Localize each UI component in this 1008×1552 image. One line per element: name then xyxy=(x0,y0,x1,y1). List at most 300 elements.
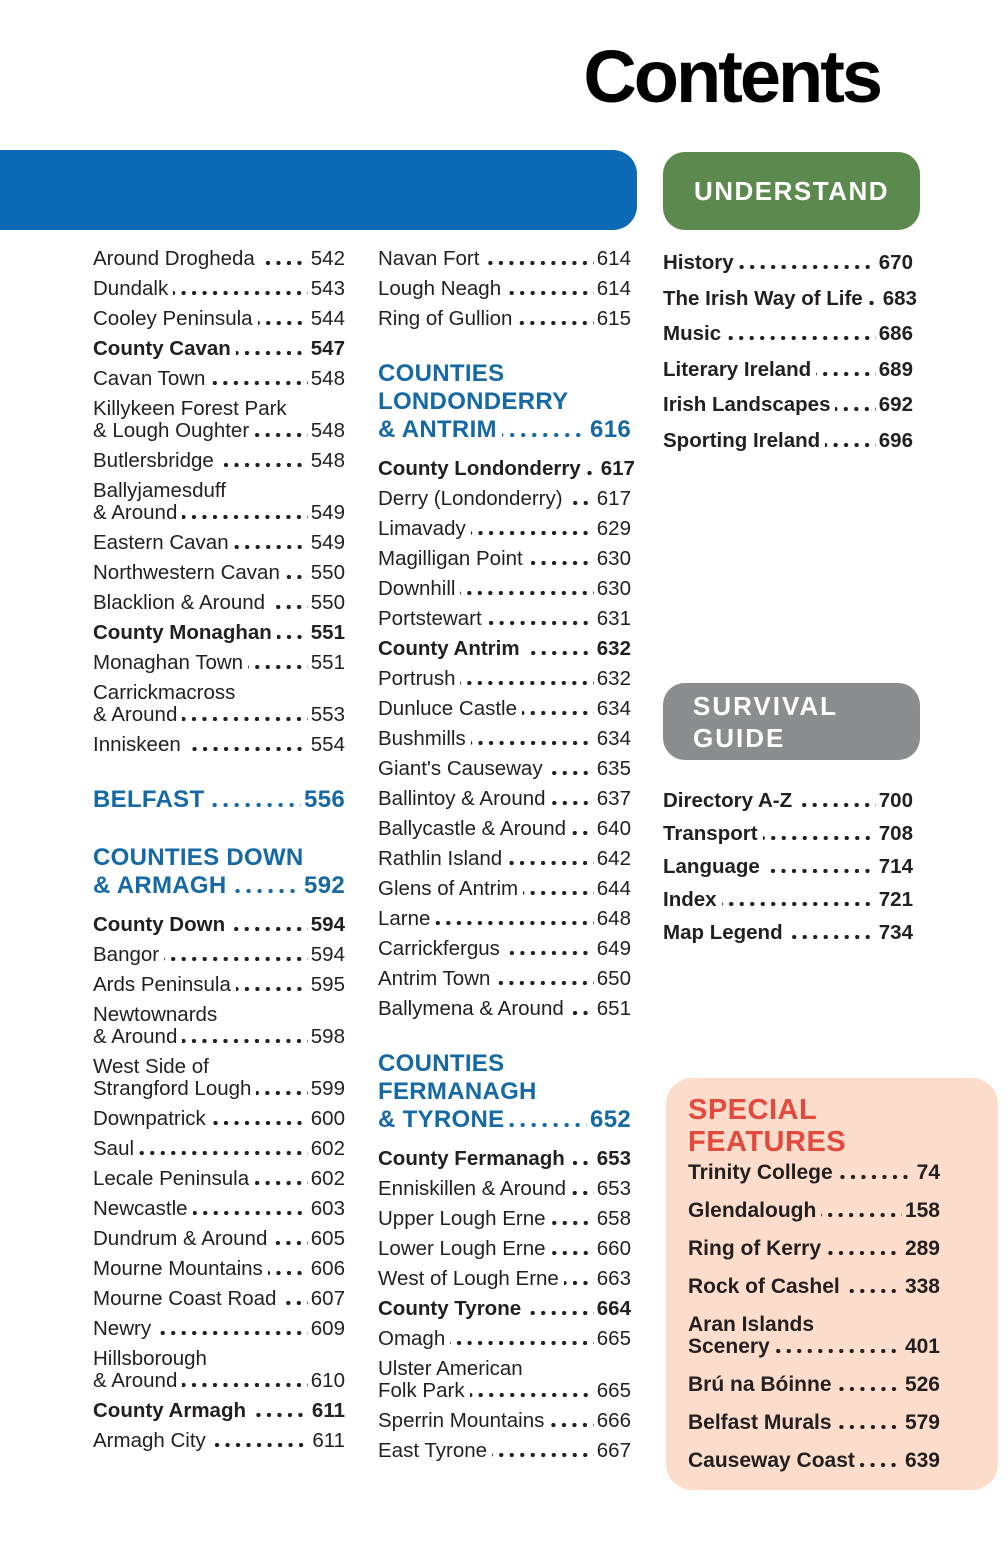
toc-entry-label: Antrim Town xyxy=(378,967,491,990)
toc-entry-label: Newtownards xyxy=(93,1003,218,1026)
dot-leader xyxy=(763,836,876,840)
toc-page-number: 642 xyxy=(596,847,631,870)
dot-leader xyxy=(868,301,880,305)
toc-entry-label: & Around xyxy=(93,501,178,524)
toc-entry-label: Ballyjamesduff xyxy=(93,479,226,502)
toc-entry-row xyxy=(93,248,345,270)
toc-entry xyxy=(688,1412,940,1434)
toc-entry-label: West of Lough Erne xyxy=(378,1267,559,1290)
toc-entry-row xyxy=(378,998,631,1020)
toc-entry-row xyxy=(663,856,913,878)
toc-entry-label: Newcastle xyxy=(93,1197,188,1220)
toc-entry xyxy=(93,1400,345,1422)
toc-entry-row xyxy=(663,286,917,310)
toc-entry xyxy=(378,938,631,960)
toc-entry-row xyxy=(663,889,913,911)
dot-leader xyxy=(564,1281,594,1285)
toc-entry-row xyxy=(93,1026,345,1048)
toc-entry-row xyxy=(663,430,913,452)
toc-entry xyxy=(378,758,631,780)
toc-entry-row xyxy=(688,1336,940,1358)
survival-guide-label-line2: GUIDE xyxy=(693,723,786,753)
dot-leader xyxy=(838,1175,914,1179)
dot-leader xyxy=(156,1331,308,1335)
toc-entry-label: & ANTRIM xyxy=(378,416,497,443)
dot-leader xyxy=(835,407,875,411)
toc-entry xyxy=(663,286,917,310)
toc-page-number: 634 xyxy=(596,697,631,720)
dot-leader xyxy=(571,1191,594,1195)
toc-entry-row xyxy=(93,592,345,614)
toc-entry xyxy=(93,1198,345,1220)
survival-guide-label-line1: SURVIVAL xyxy=(693,691,839,721)
toc-entry-row xyxy=(93,420,345,442)
toc-entry xyxy=(93,1228,345,1250)
dot-leader xyxy=(526,1311,594,1315)
toc-entry xyxy=(378,818,631,840)
toc-entry-row xyxy=(93,1168,345,1190)
toc-entry xyxy=(378,488,631,510)
toc-entry-row xyxy=(378,1106,631,1134)
toc-entry-label: Folk Park xyxy=(378,1379,465,1402)
toc-entry xyxy=(378,548,631,570)
toc-entry-label: Ring of Kerry xyxy=(688,1237,822,1260)
dot-leader xyxy=(182,717,307,721)
toc-entry-row xyxy=(663,394,913,416)
toc-entry xyxy=(378,608,631,630)
dot-leader xyxy=(837,1387,902,1391)
toc-entry-label: Bushmills xyxy=(378,727,466,750)
dot-leader xyxy=(256,1091,307,1095)
toc-page-number: 592 xyxy=(304,872,345,899)
dot-leader xyxy=(548,771,594,775)
toc-page-number: 603 xyxy=(310,1197,345,1220)
survival-entries-list xyxy=(663,790,913,955)
dot-leader xyxy=(551,1221,594,1225)
toc-entry-row xyxy=(378,848,631,870)
toc-entry-row xyxy=(378,1208,631,1230)
toc-entry xyxy=(93,1138,345,1160)
toc-entry-row xyxy=(378,416,631,444)
dot-leader xyxy=(487,621,594,625)
toc-entry-label: Hillsborough xyxy=(93,1347,207,1370)
toc-entry-label: Butlersbridge xyxy=(93,449,214,472)
toc-page-number: 556 xyxy=(304,786,345,813)
dot-leader xyxy=(182,1383,307,1387)
toc-entry-row xyxy=(93,652,345,674)
toc-entry-label: Aran Islands xyxy=(688,1313,815,1336)
toc-entry-label: Downhill xyxy=(378,577,456,600)
toc-entry-row xyxy=(378,1178,631,1200)
toc-entry-label: Monaghan Town xyxy=(93,651,244,674)
dot-leader xyxy=(502,433,587,437)
toc-entry-label: Omagh xyxy=(378,1327,446,1350)
toc-entry-label: & Lough Oughter xyxy=(93,419,250,442)
toc-page-number: 670 xyxy=(878,251,913,274)
dot-leader xyxy=(586,471,598,475)
survival-guide-section-pill xyxy=(663,683,920,760)
toc-entry-label: Magilligan Point xyxy=(378,547,523,570)
dot-leader xyxy=(821,1213,902,1217)
toc-entry xyxy=(688,1162,940,1184)
toc-page-number: 594 xyxy=(310,913,345,936)
toc-entry-label: Portstewart xyxy=(378,607,482,630)
toc-entry-row xyxy=(93,622,345,644)
toc-page-number: 708 xyxy=(878,822,913,845)
toc-entry-label: Newry xyxy=(93,1317,152,1340)
toc-entry-label: Limavady xyxy=(378,517,466,540)
dot-leader xyxy=(525,651,594,655)
toc-entry-label: Brú na Bóinne xyxy=(688,1373,832,1396)
toc-entry xyxy=(93,592,345,614)
dot-leader xyxy=(549,1423,593,1427)
toc-entry xyxy=(378,848,631,870)
toc-entry-label: COUNTIES DOWN xyxy=(93,844,304,871)
dot-leader xyxy=(234,545,308,549)
dot-leader xyxy=(254,433,308,437)
toc-entry xyxy=(93,1430,345,1452)
dot-leader xyxy=(435,921,593,925)
toc-entry xyxy=(93,1004,345,1048)
dot-leader xyxy=(209,803,301,807)
toc-entry-label: Ards Peninsula xyxy=(93,973,231,996)
toc-entry xyxy=(663,394,913,416)
toc-entry-label: & Around xyxy=(93,1369,178,1392)
toc-entry-label: Irish Landscapes xyxy=(663,393,831,416)
toc-entry-label: Ballintoy & Around xyxy=(378,787,546,810)
dot-leader xyxy=(739,265,876,269)
dot-leader xyxy=(551,801,594,805)
toc-entry-row xyxy=(378,548,631,570)
toc-entry-label: Upper Lough Erne xyxy=(378,1207,546,1230)
dot-leader xyxy=(211,1121,308,1125)
toc-page-number: 549 xyxy=(310,501,345,524)
toc-entry-row xyxy=(93,914,345,936)
toc-heading xyxy=(378,360,631,444)
toc-entry xyxy=(378,1268,631,1290)
toc-entry xyxy=(93,278,345,300)
dot-leader xyxy=(495,981,593,985)
toc-entry-label: County Fermanagh xyxy=(378,1147,565,1170)
toc-entry-row xyxy=(378,1238,631,1260)
dot-leader xyxy=(182,1039,307,1043)
dot-leader xyxy=(173,291,308,295)
dot-leader xyxy=(232,889,302,893)
toc-entry xyxy=(688,1450,940,1472)
toc-page-number: 734 xyxy=(878,921,913,944)
toc-entry-row xyxy=(93,1258,345,1280)
toc-entry xyxy=(378,278,631,300)
dot-leader xyxy=(471,531,594,535)
toc-entry-label: Strangford Lough xyxy=(93,1077,252,1100)
dot-leader xyxy=(230,927,308,931)
toc-entry-label: Causeway Coast xyxy=(688,1449,855,1472)
toc-page-number: 599 xyxy=(310,1077,345,1100)
toc-entry-row xyxy=(378,578,631,600)
toc-entry xyxy=(378,668,631,690)
toc-page-number: 605 xyxy=(310,1227,345,1250)
toc-entry xyxy=(688,1276,940,1298)
toc-entry-row xyxy=(378,758,631,780)
toc-page-number: 548 xyxy=(310,367,345,390)
toc-entry-label: County Down xyxy=(93,913,226,936)
toc-page-number: 610 xyxy=(310,1369,345,1392)
toc-entry-row xyxy=(93,562,345,584)
toc-entry-label: Ballymena & Around xyxy=(378,997,564,1020)
toc-entry-label: West Side of xyxy=(93,1055,209,1078)
dot-leader xyxy=(509,1123,587,1127)
toc-entry-row xyxy=(93,1370,345,1392)
toc-page-number: 689 xyxy=(878,357,913,381)
toc-entry-row xyxy=(688,1200,940,1222)
toc-entry-label: Bangor xyxy=(93,943,160,966)
toc-entry-label: Derry (Londonderry) xyxy=(378,487,563,510)
toc-entry-row xyxy=(378,457,635,480)
toc-entry-label: COUNTIES xyxy=(378,360,505,387)
toc-entry xyxy=(378,578,631,600)
toc-entry-row xyxy=(688,1450,940,1472)
toc-page-number: 594 xyxy=(310,943,345,966)
toc-entry-label: County Monaghan xyxy=(93,621,272,644)
dot-leader xyxy=(484,261,593,265)
toc-entry-row xyxy=(93,1400,345,1422)
toc-entry-label: County Tyrone xyxy=(378,1297,522,1320)
toc-entry xyxy=(93,944,345,966)
toc-entry-row xyxy=(378,788,631,810)
toc-page-number: 609 xyxy=(310,1317,345,1340)
toc-entry-label: Giant's Causeway xyxy=(378,757,543,780)
toc-entry-row xyxy=(378,818,631,840)
toc-entry-label: Sporting Ireland xyxy=(663,428,821,452)
toc-entry-row xyxy=(688,1238,940,1260)
toc-page-number: 607 xyxy=(310,1287,345,1310)
toc-entry-label: Rock of Cashel xyxy=(688,1275,840,1298)
dot-leader xyxy=(571,831,594,835)
toc-entry xyxy=(378,698,631,720)
toc-entry xyxy=(93,450,345,472)
toc-entry-row xyxy=(378,1268,631,1290)
dot-leader xyxy=(219,463,308,467)
toc-entry-label: Eastern Cavan xyxy=(93,531,229,554)
toc-column-2 xyxy=(378,247,635,1470)
dot-leader xyxy=(507,861,594,865)
toc-page-number: 683 xyxy=(882,286,917,310)
toc-entry-label: Larne xyxy=(378,907,431,930)
toc-entry-label: Dundrum & Around xyxy=(93,1227,268,1250)
toc-page-number: 606 xyxy=(310,1257,345,1280)
toc-entry xyxy=(378,998,631,1020)
toc-entry-row xyxy=(93,368,345,390)
toc-entry xyxy=(688,1238,940,1260)
toc-entry xyxy=(93,562,345,584)
toc-entry xyxy=(93,1258,345,1280)
toc-page-number: 611 xyxy=(311,1399,345,1422)
toc-entry-label: Scenery xyxy=(688,1335,770,1358)
toc-heading xyxy=(378,1050,631,1134)
dot-leader xyxy=(568,501,594,505)
toc-entry-label: BELFAST xyxy=(93,786,205,813)
toc-entry-row xyxy=(688,1162,940,1184)
toc-entry-row xyxy=(688,1412,940,1434)
toc-page-number: 653 xyxy=(596,1177,631,1200)
toc-entry-row xyxy=(93,734,345,756)
toc-page-number: 617 xyxy=(596,487,631,510)
toc-page-number: 648 xyxy=(596,907,631,930)
toc-entry xyxy=(93,248,345,270)
toc-entry-row xyxy=(378,1298,631,1320)
toc-entry-label: Trinity College xyxy=(688,1161,833,1184)
toc-entry-label: Mourne Mountains xyxy=(93,1257,263,1280)
toc-page-number: 631 xyxy=(596,607,631,630)
toc-page-number: 602 xyxy=(310,1167,345,1190)
toc-page-number: 551 xyxy=(310,651,345,674)
dot-leader xyxy=(281,1301,307,1305)
dot-leader xyxy=(825,443,876,447)
toc-entry xyxy=(93,734,345,756)
toc-entry-label: Map Legend xyxy=(663,921,783,944)
toc-entry xyxy=(93,1318,345,1340)
dot-leader xyxy=(270,605,308,609)
toc-entry-label: Lower Lough Erne xyxy=(378,1237,546,1260)
toc-entry xyxy=(378,1410,631,1432)
toc-entry-label: Glens of Antrim xyxy=(378,877,519,900)
toc-entry xyxy=(378,1148,631,1170)
dot-leader xyxy=(517,321,593,325)
toc-entry xyxy=(663,790,913,812)
toc-entry xyxy=(93,338,345,360)
toc-entry-row xyxy=(378,1328,631,1350)
toc-entry-row xyxy=(378,938,631,960)
toc-entry-label: LONDONDERRY xyxy=(378,388,569,415)
toc-entry-row xyxy=(378,968,631,990)
toc-entry xyxy=(378,908,631,930)
toc-entry-label: Carrickmacross xyxy=(93,681,236,704)
toc-entry-label: Index xyxy=(663,888,717,911)
toc-entry-label: Directory A-Z xyxy=(663,789,793,812)
toc-entry xyxy=(93,914,345,936)
toc-entry xyxy=(378,1178,631,1200)
toc-entry-label: FERMANAGH xyxy=(378,1078,537,1105)
toc-entry xyxy=(378,878,631,900)
toc-page-number: 700 xyxy=(878,789,913,812)
toc-entry xyxy=(93,622,345,644)
toc-page-number: 579 xyxy=(904,1411,940,1434)
dot-leader xyxy=(193,1211,308,1215)
understand-section-label: UNDERSTAND xyxy=(693,175,890,206)
toc-entry xyxy=(378,1208,631,1230)
toc-entry xyxy=(688,1374,940,1396)
toc-entry-row xyxy=(93,278,345,300)
toc-entry xyxy=(93,1108,345,1130)
toc-entry-row xyxy=(378,278,631,300)
toc-entry xyxy=(378,1238,631,1260)
blue-section-bar xyxy=(0,150,637,230)
toc-entry-label: Transport xyxy=(663,822,758,845)
toc-entry-row xyxy=(93,532,345,554)
toc-page-number: 611 xyxy=(312,1429,345,1452)
toc-entry-row xyxy=(378,878,631,900)
toc-entry-label: County Armagh xyxy=(93,1399,246,1422)
toc-entry xyxy=(378,518,631,540)
toc-page-number: 714 xyxy=(878,855,913,878)
dot-leader xyxy=(506,291,594,295)
toc-entry-label: COUNTIES xyxy=(378,1050,505,1077)
toc-entry-row xyxy=(663,252,913,274)
special-entries-list xyxy=(688,1162,940,1472)
toc-entry-row xyxy=(93,1198,345,1220)
toc-entry xyxy=(378,457,635,480)
toc-entry-row xyxy=(378,518,631,540)
toc-entry-label: Inniskeen xyxy=(93,733,181,756)
toc-entry-label: Blacklion & Around xyxy=(93,591,266,614)
dot-leader xyxy=(211,1443,310,1447)
toc-entry xyxy=(663,430,913,452)
toc-entry xyxy=(688,1200,940,1222)
dot-leader xyxy=(285,575,308,579)
understand-section-pill xyxy=(663,152,920,230)
toc-page-number: 550 xyxy=(310,591,345,614)
dot-leader xyxy=(860,1463,902,1467)
toc-entry-row xyxy=(93,704,345,726)
toc-entry-row xyxy=(378,1440,631,1462)
toc-page-number: 598 xyxy=(310,1025,345,1048)
toc-page-number: 692 xyxy=(878,393,913,416)
toc-entry xyxy=(663,856,913,878)
toc-page-number: 663 xyxy=(596,1267,631,1290)
toc-entry-row xyxy=(663,922,913,944)
toc-page-number: 665 xyxy=(596,1379,631,1402)
toc-page-number: 289 xyxy=(904,1237,940,1260)
toc-entry-label: & Around xyxy=(93,1025,178,1048)
toc-page-number: 721 xyxy=(878,888,913,911)
toc-entry-label: Cooley Peninsula xyxy=(93,307,253,330)
toc-entry-row xyxy=(663,359,913,381)
toc-entry xyxy=(378,968,631,990)
toc-entry-label: & ARMAGH xyxy=(93,872,227,899)
toc-entry-row xyxy=(378,698,631,720)
dot-leader xyxy=(523,891,594,895)
page-title: Contents xyxy=(583,35,880,118)
toc-page-number: 637 xyxy=(596,787,631,810)
toc-entry xyxy=(93,398,345,442)
toc-page-number: 616 xyxy=(590,416,631,443)
toc-entry xyxy=(663,922,913,944)
toc-entry-label: Lecale Peninsula xyxy=(93,1167,250,1190)
toc-page-number: 338 xyxy=(904,1275,940,1298)
toc-entry-label: Armagh City xyxy=(93,1429,206,1452)
dot-leader xyxy=(570,1161,594,1165)
toc-page-number: 652 xyxy=(590,1106,631,1133)
dot-leader xyxy=(260,261,308,265)
toc-page-number: 614 xyxy=(596,277,631,300)
toc-page-number: 667 xyxy=(596,1439,631,1462)
dot-leader xyxy=(254,1181,308,1185)
toc-page-number: 600 xyxy=(310,1107,345,1130)
toc-entry-row xyxy=(93,1138,345,1160)
toc-page-number: 74 xyxy=(916,1161,940,1184)
toc-entry-row xyxy=(93,450,345,472)
toc-page-number: 653 xyxy=(596,1147,631,1170)
toc-entry-row xyxy=(93,308,345,330)
toc-entry-row xyxy=(378,248,631,270)
toc-entry-row xyxy=(93,1078,345,1100)
dot-leader xyxy=(522,711,594,715)
toc-page-number: 660 xyxy=(596,1237,631,1260)
toc-entry xyxy=(378,1328,631,1350)
toc-entry-label: County Londonderry xyxy=(378,457,581,480)
toc-page-number: 639 xyxy=(904,1449,940,1472)
toc-entry-row xyxy=(93,786,345,814)
